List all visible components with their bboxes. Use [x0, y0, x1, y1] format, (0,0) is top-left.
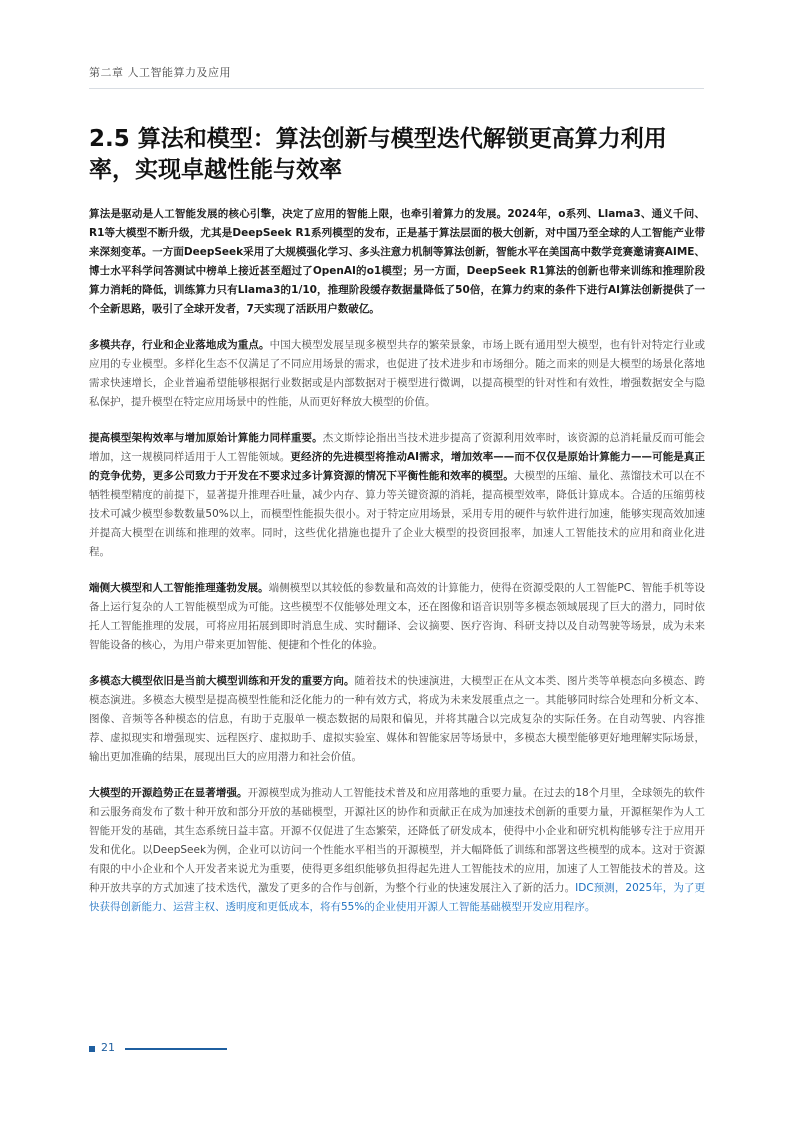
paragraph-text: 中国大模型发展呈现多模型共存的繁荣景象，市场上既有通用型大模型，也有针对特定行业或应用的专业模型。多样化生态不仅满足了不同应用场景的需求，也促进了技术进步和市场细分。随之而来的则是大模型的场景化落地需求快速增长，企业普遍希望能够根据行业数据或是内部数据对于模型进行微调，以提高模型的针对性和有效性，增强数据安全与隐私保护，提升模型在特定应用场景中的性能，从而更好释放大模型的价值。	[89, 339, 706, 408]
paragraph-multimodal	[89, 672, 705, 767]
footer-divider	[125, 1048, 227, 1050]
body-text	[89, 205, 705, 934]
paragraph-emphasis: 更经济的先进模型将推动AI需求，增加效率——而不仅仅是原始计算能力——可能是真正的竞争优势，更多公司致力于开发在不要求过多计算资源的情况下平衡性能和效率的模型。	[89, 451, 705, 482]
footer-square-marker	[89, 1046, 95, 1052]
paragraph-lead: 算法是驱动是人工智能发展的核心引擎，决定了应用的智能上限，也牵引着算力的发展。2024年，o系列、Llama3、通义千问、R1等大模型不断升级，尤其是DeepSeek R1系列模型的发布，正是基于算法层面的极大创新，对中国乃至全球的人工智能产业带来深刻变革。一方面DeepSeek采用了大规模强化学习、多头注意力机制等算法创新，智能水平在美国高中数学竞赛邀请赛AIME、博士水平科学问答测试中榜单上接近甚至超过了OpenAI的o1模型；另一方面，DeepSeek R1算法的创新也带来训练和推理阶段算力消耗的降低，训练算力只有Llama3的1/10，推理阶段缓存数据量降低了50倍，在算力约束的条件下进行AI算法创新提供了一个全新思路，吸引了全球开发者，7天实现了活跃用户数破亿。	[89, 208, 705, 315]
paragraph-text: 端侧模型以其较低的参数量和高效的计算能力，使得在资源受限的人工智能PC、智能手机等设备上运行复杂的人工智能模型成为可能。这些模型不仅能够处理文本，还在图像和语音识别等多模态领域展现了巨大的潜力，同时依托人工智能推理的发展，可将应用拓展到即时消息生成、实时翻译、会议摘要、医疗咨询、科研支持以及自动驾驶等场景，成为未来智能设备的核心，为用户带来更加智能、便捷和个性化的体验。	[89, 582, 706, 651]
page-number: 21	[101, 1041, 115, 1054]
paragraph-lead: 端侧大模型和人工智能推理蓬勃发展。	[89, 582, 269, 594]
paragraph-text: 杰文斯悖论指出当技术进步提高了资源利用效率时，该资源的总消耗量反而可能会增加，这一规模同样适用于人工智能领域。	[89, 432, 705, 463]
paragraph-text: 随着技术的快速演进，大模型正在从文本类、图片类等单模态向多模态、跨模态演进。多模态大模型是提高模型性能和泛化能力的一种有效方式，将成为未来发展重点之一。其能够同时综合处理和分析文本、图像、音频等各种模态的信息，有助于克服单一模态数据的局限和偏见，并将其融合以完成复杂的实际任务。在自动驾驶、内容推荐、虚拟现实和增强现实、远程医疗、虚拟助手、虚拟实验室、媒体和智能家居等场景中，多模态大模型能够更好地理解实际场景，输出更加准确的结果，展现出巨大的应用潜力和社会价值。	[89, 675, 706, 763]
paragraph-lead: 多模态大模型依旧是当前大模型训练和开发的重要方向。	[89, 675, 355, 687]
idc-forecast-highlight: IDC预测，2025年，为了更快获得创新能力、运营主权、透明度和更低成本，将有55%的企业使用开源人工智能基础模型开发应用程序。	[89, 882, 705, 913]
paragraph-lead: 大模型的开源趋势正在显著增强。	[89, 787, 248, 799]
section-title: 2.5 算法和模型：算法创新与模型迭代解锁更高算力利用率，实现卓越性能与效率	[89, 126, 667, 183]
chapter-running-head: 第二章 人工智能算力及应用	[89, 66, 231, 79]
header-divider	[89, 88, 704, 89]
paragraph-efficiency	[89, 429, 705, 562]
paragraph-lead: 多模共存，行业和企业落地成为重点。	[89, 339, 270, 351]
paragraph-edge-models	[89, 579, 705, 655]
paragraph-text-tail: 大模型的压缩、量化、蒸馏技术可以在不牺牲模型精度的前提下，显著提升推理吞吐量，减少内存、算力等关键资源的消耗，提高模型效率，降低计算成本。合适的压缩剪枝技术可减少模型参数数量50%以上，而模型性能损失很小。对于特定应用场景，采用专用的硬件与软件进行加速，能够实现高效加速并提高大模型在训练和推理的效率。同时，这些优化措施也提升了企业大模型的投资回报率，加速人工智能技术的应用和商业化进程。	[89, 470, 706, 558]
paragraph-text: 开源模型成为推动人工智能技术普及和应用落地的重要力量。在过去的18个月里，全球领先的软件和云服务商发布了数十种开放和部分开放的基础模型，开源社区的协作和贡献正在成为加速技术创新的重要力量，开源框架作为人工智能开发的基础，其生态系统日益丰富。开源不仅促进了生态繁荣，还降低了研发成本，使得中小企业和研究机构能够专注于应用开发和优化。以DeepSeek为例，企业可以访问一个性能水平相当的开源模型，并大幅降低了训练和部署这些模型的成本。这对于资源有限的中小企业和个人开发者来说尤为重要，使得更多组织能够负担得起先进人工智能技术的应用，加速了人工智能技术的普及。这种开放共享的方式加速了技术迭代，激发了更多的合作与创新，为整个行业的快速发展注入了新的活力。	[89, 787, 706, 894]
paragraph-multi-model	[89, 336, 705, 412]
paragraph-algorithm-engine	[89, 205, 705, 319]
paragraph-open-source	[89, 784, 705, 917]
paragraph-lead: 提高模型架构效率与增加原始计算能力同样重要。	[89, 432, 323, 444]
